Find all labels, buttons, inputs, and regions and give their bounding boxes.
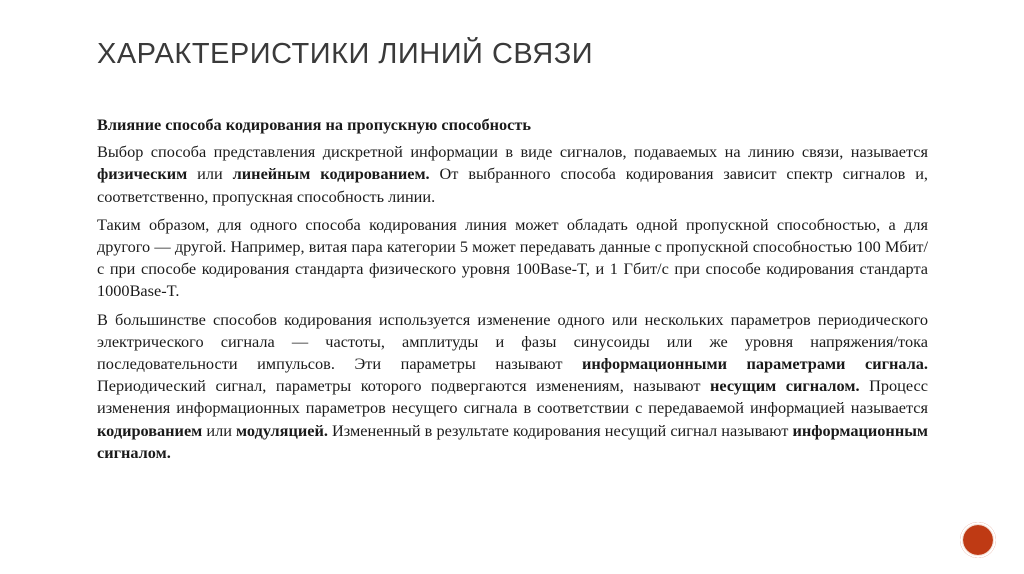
text-segment: Измененный в результате кодирования несущий сигнал называют [327,420,793,440]
text-segment: или [187,164,233,184]
bold-term: информационными параметрами сигнала. [582,354,928,374]
slide-marker-circle-icon [960,522,996,558]
text-segment: От выбранного способа кодирования зависит спектр сигналов и, соответственно, пропускная способность линии. [97,164,928,206]
paragraph [97,214,928,303]
paragraphs [97,141,928,464]
bold-term: модуляцией. [236,420,328,440]
text-segment: Выбор способа представления дискретной информации в виде сигналов, подаваемых на линию связи, называется [97,142,928,162]
text-segment: Процесс изменения информационных параметров несущего сигнала в соответствии с передаваемой информацией называется [97,376,928,418]
text-segment: Таким образом, для одного способа кодирования линия может обладать одной пропускной способностью, а для другого — другой. Например, витая пара категории 5 может передавать данные с пропускной способностью 100 Мбит/с при способе кодирования стандарта физического уровня 100Base-T, и 1 Гбит/с при способе кодирования стандарта 1000Base-T. [97,214,928,301]
text-segment: В большинстве способов кодирования используется изменение одного или нескольких параметров периодического электрического сигнала — частоты, амплитуды и фазы синусоиды или же уровня напряжения/тока последовательности импульсов. Эти параметры называют [97,309,928,374]
bold-term: несущим сигналом. [710,376,860,396]
slide-body [97,114,928,470]
bold-term: кодированием [97,420,203,440]
bold-term: информационным сигналом. [97,420,928,462]
text-segment: Периодический сигнал, параметры которого подвергаются изменениям, называют [97,376,711,396]
paragraph [97,309,928,464]
bold-term: физическим [97,164,188,184]
bold-term: линейным кодированием. [232,164,430,184]
paragraph [97,141,928,208]
subheading: Влияние способа кодирования на пропускную способность [97,115,531,134]
slide-title: ХАРАКТЕРИСТИКИ ЛИНИЙ СВЯЗИ [97,38,594,70]
text-segment: или [202,420,237,440]
